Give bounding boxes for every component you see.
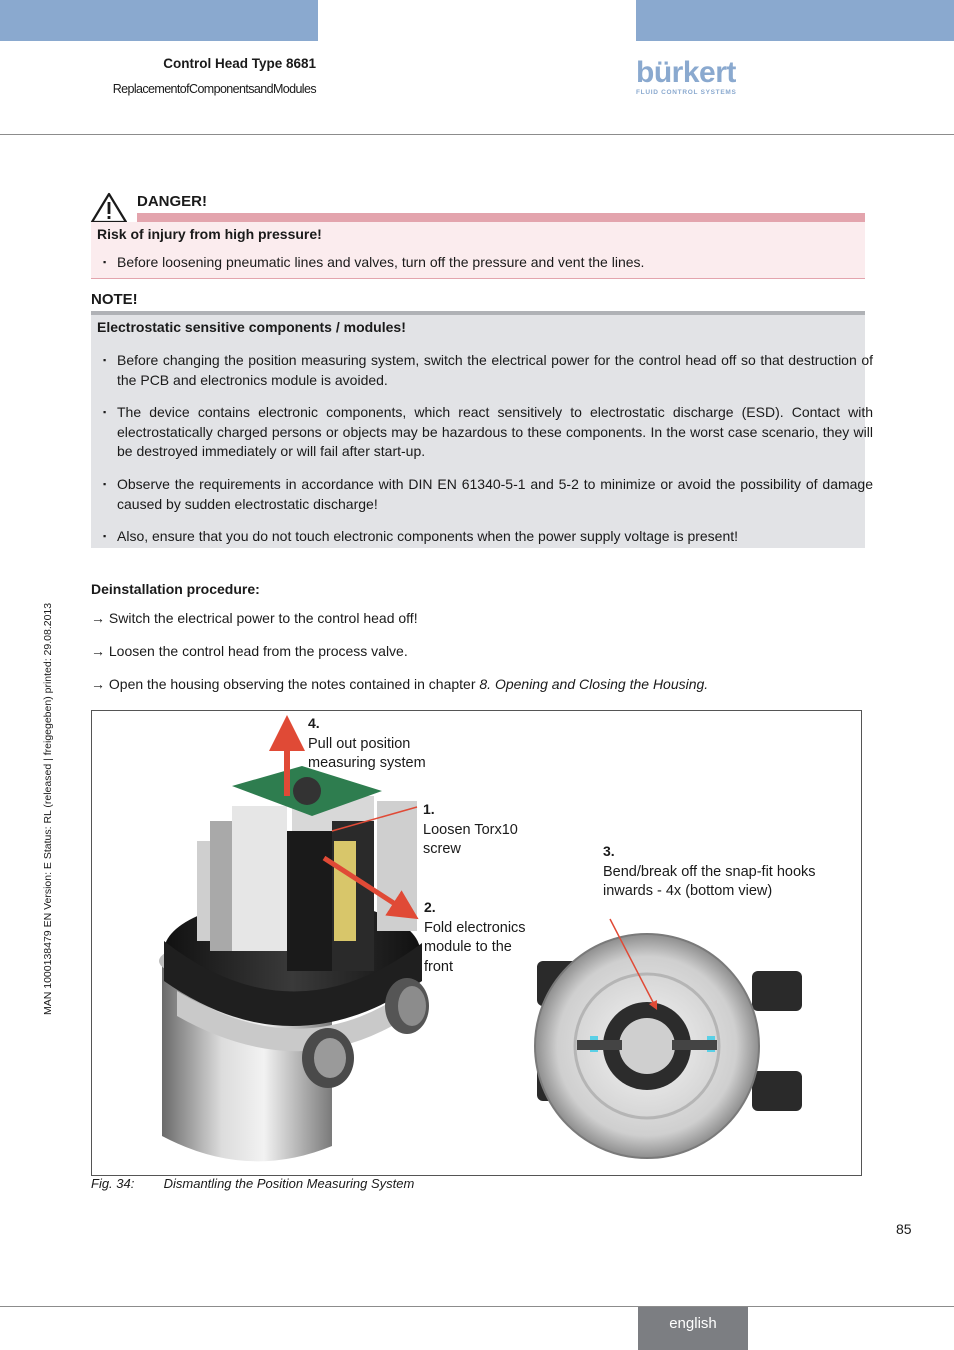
header-divider — [0, 134, 954, 135]
callout-text: Loosen Torx10 screw — [423, 821, 518, 857]
danger-box — [91, 222, 865, 279]
danger-item: ▪ Before loosening pneumatic lines and valves, turn off the pressure and vent the lines. — [97, 253, 873, 273]
header-bar-left — [0, 0, 318, 41]
header-bar-right — [636, 0, 954, 41]
document-subtitle: ReplacementofComponentsandModules — [112, 82, 316, 96]
callout-text: Pull out position measuring system — [308, 735, 426, 771]
danger-heading: Risk of injury from high pressure! — [97, 226, 322, 242]
figure-frame — [91, 710, 862, 1176]
logo-word: bürkert — [636, 56, 736, 89]
note-box — [91, 311, 873, 548]
arrow-right-icon: → — [91, 610, 105, 626]
callout-number: 2. — [424, 899, 436, 915]
figure-title: Dismantling the Position Measuring System — [163, 1176, 415, 1191]
page-number: 85 — [896, 1221, 912, 1237]
document-meta-vertical: MAN 1000138479 EN Version: E Status: RL (released | freigegeben) printed: 29.08.2013 — [42, 602, 54, 1015]
note-item: ▪ The device contains electronic components, which react sensitively to electrostatic discharge (ESD). Contact with electrostatically charged persons or objects may be hazardous to these components. In the worst case scenario, they will be destroyed immediately or will fail after start-up. — [97, 403, 873, 462]
arrow-right-icon: → — [91, 643, 105, 659]
callout-2 — [424, 898, 544, 977]
footer-divider — [0, 1306, 954, 1307]
note-item: ▪ Also, ensure that you do not touch electronic components when the power supply voltage is present! — [97, 527, 873, 547]
callout-text: Bend/break off the snap-fit hooks inwards - 4x (bottom view) — [603, 863, 816, 899]
procedure-step-text: Open the housing observing the notes contained in chapter — [108, 676, 480, 692]
figure-number: Fig. 34: — [91, 1176, 135, 1191]
burkert-logo — [636, 58, 737, 96]
language-tab: english — [638, 1307, 748, 1350]
procedure-step-text: Switch the electrical power to the control head off! — [108, 610, 418, 626]
note-item: ▪ Before changing the position measuring system, switch the electrical power for the control head off so that destruction of the PCB and electronics module is avoided. — [97, 351, 873, 390]
figure-caption — [91, 1176, 414, 1191]
danger-bar — [137, 213, 865, 222]
callout-4 — [308, 714, 448, 774]
document-title: Control Head Type 8681 — [163, 56, 316, 71]
callout-1 — [423, 800, 533, 860]
procedure-step — [91, 610, 418, 626]
callout-number: 3. — [603, 843, 615, 859]
note-label: NOTE! — [91, 291, 138, 308]
callout-text: Fold electronics module to the front — [424, 919, 526, 975]
callout-3 — [603, 842, 843, 902]
arrow-right-icon: → — [91, 676, 105, 692]
callout-number: 4. — [308, 715, 320, 731]
callout-number: 1. — [423, 801, 435, 817]
procedure-step-text: Loosen the control head from the process valve. — [108, 643, 408, 659]
procedure-step — [91, 676, 708, 692]
danger-label: DANGER! — [137, 193, 207, 210]
chapter-reference: 8. Opening and Closing the Housing. — [479, 676, 709, 692]
note-heading: Electrostatic sensitive components / modules! — [97, 319, 406, 335]
note-item: ▪ Observe the requirements in accordance with DIN EN 61340-5-1 and 5-2 to minimize or avoid the possibility of damage caused by sudden electrostatic discharge! — [97, 475, 873, 514]
procedure-step — [91, 643, 408, 659]
procedure-heading: Deinstallation procedure: — [91, 581, 260, 597]
logo-tagline: FLUID CONTROL SYSTEMS — [636, 89, 737, 96]
